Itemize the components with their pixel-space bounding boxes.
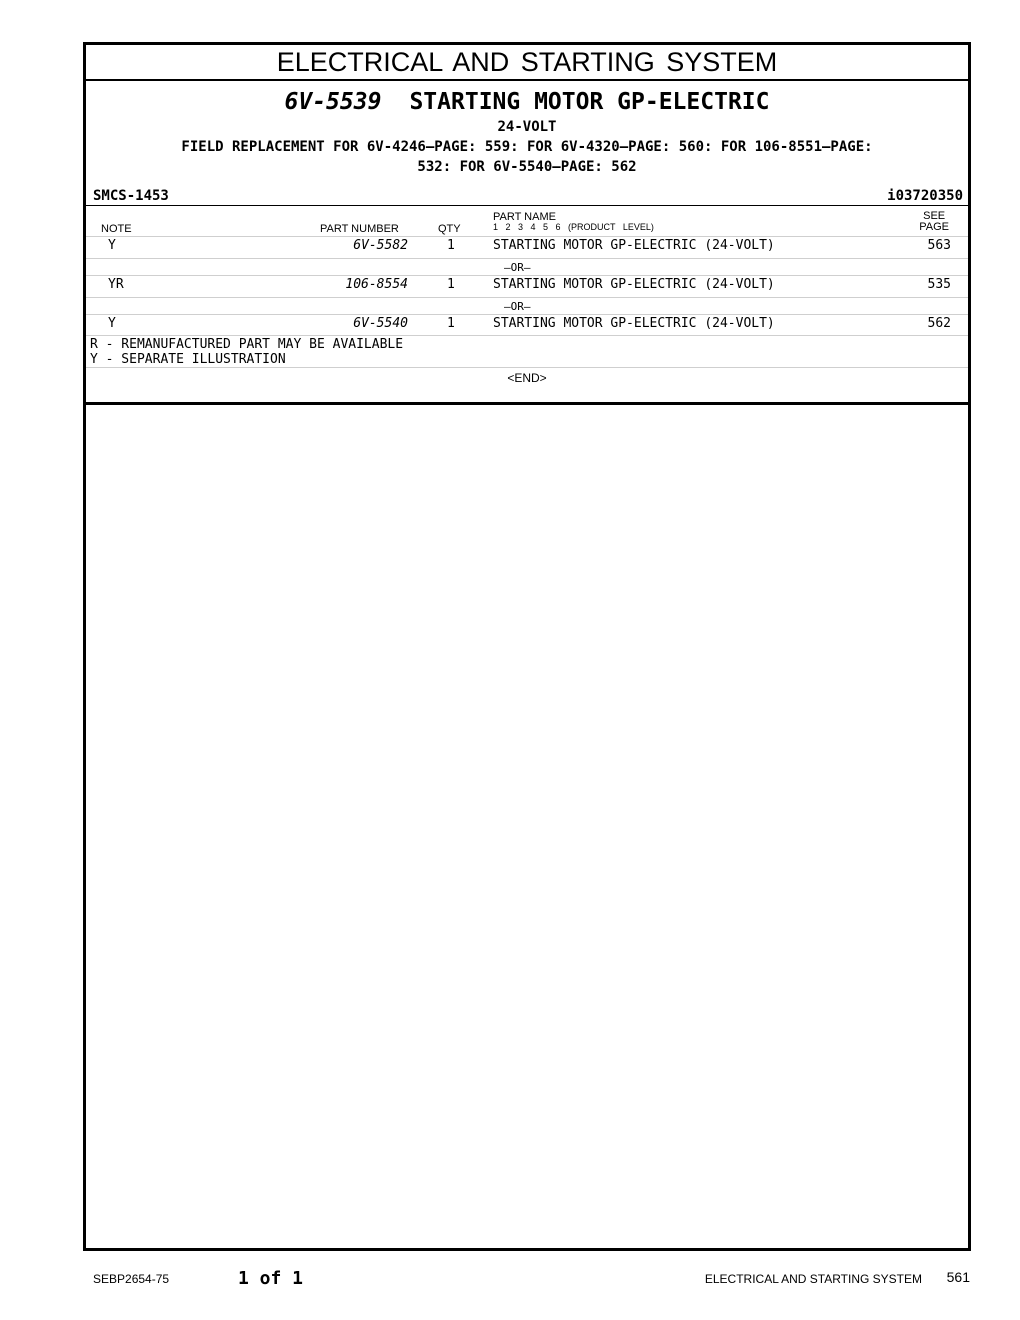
page-heading [86, 89, 968, 115]
footer-doc-id: SEBP2654-75 [93, 1272, 170, 1286]
document-identifier: i03720350 [887, 188, 963, 204]
col-header-see-page [919, 211, 949, 233]
or-separator: —OR— [504, 261, 531, 274]
see-page-line1: SEE [923, 210, 946, 222]
row-3-note: Y [108, 316, 116, 331]
row-divider [86, 335, 968, 336]
row-2-qty: 1 [447, 277, 455, 292]
row-2-note: YR [108, 277, 124, 292]
row-2-see-page[interactable]: 535 [927, 277, 951, 292]
row-divider [86, 367, 968, 368]
footer-page-of: 1 of 1 [238, 1268, 304, 1289]
row-2-part-number[interactable]: 106-8554 [345, 277, 408, 292]
row-1-part-name: STARTING MOTOR GP-ELECTRIC (24-VOLT) [493, 238, 775, 253]
smcs-code: SMCS-1453 [93, 188, 169, 204]
end-marker: <END> [507, 371, 547, 385]
row-1-part-number[interactable]: 6V-5582 [353, 238, 408, 253]
col-header-part-name: PART NAME [493, 211, 556, 223]
row-divider [86, 297, 968, 298]
row-2-part-name: STARTING MOTOR GP-ELECTRIC (24-VOLT) [493, 277, 775, 292]
row-3-part-number[interactable]: 6V-5540 [353, 316, 408, 331]
col-header-note: NOTE [101, 223, 132, 235]
section-title: ELECTRICAL AND STARTING SYSTEM [86, 45, 968, 81]
field-replacement-line2: 532: FOR 6V-5540—PAGE: 562 [417, 159, 637, 175]
legend-separate-illustration: Y - SEPARATE ILLUSTRATION [90, 352, 286, 367]
footer-page-number: 561 [946, 1269, 970, 1285]
row-1-qty: 1 [447, 238, 455, 253]
row-divider [86, 258, 968, 259]
field-replacement-line1: FIELD REPLACEMENT FOR 6V-4246—PAGE: 559: FOR 6V-4320—PAGE: 560: FOR 106-8551—PAGE: [181, 139, 873, 155]
or-separator: —OR— [504, 300, 531, 313]
parts-page-frame [83, 42, 971, 1251]
voltage-label: 24-VOLT [497, 119, 557, 135]
legend-remanufactured: R - REMANUFACTURED PART MAY BE AVAILABLE [90, 337, 404, 352]
col-header-qty: QTY [438, 223, 461, 235]
row-divider [86, 314, 968, 315]
col-header-product-levels: 1 2 3 4 5 6 (PRODUCT LEVEL) [493, 222, 654, 232]
see-page-line2: PAGE [919, 221, 949, 233]
row-3-see-page[interactable]: 562 [927, 316, 951, 331]
table-bottom-rule [86, 402, 968, 405]
heading-part-number: 6V-5539 [284, 89, 382, 115]
heading-title: STARTING MOTOR GP-ELECTRIC [409, 89, 770, 115]
col-header-part-number: PART NUMBER [320, 223, 399, 235]
header-divider [86, 205, 968, 206]
row-3-qty: 1 [447, 316, 455, 331]
row-divider [86, 275, 968, 276]
row-3-part-name: STARTING MOTOR GP-ELECTRIC (24-VOLT) [493, 316, 775, 331]
row-1-note: Y [108, 238, 116, 253]
row-divider [86, 236, 968, 237]
row-1-see-page[interactable]: 563 [927, 238, 951, 253]
footer-section: ELECTRICAL AND STARTING SYSTEM [704, 1272, 922, 1286]
